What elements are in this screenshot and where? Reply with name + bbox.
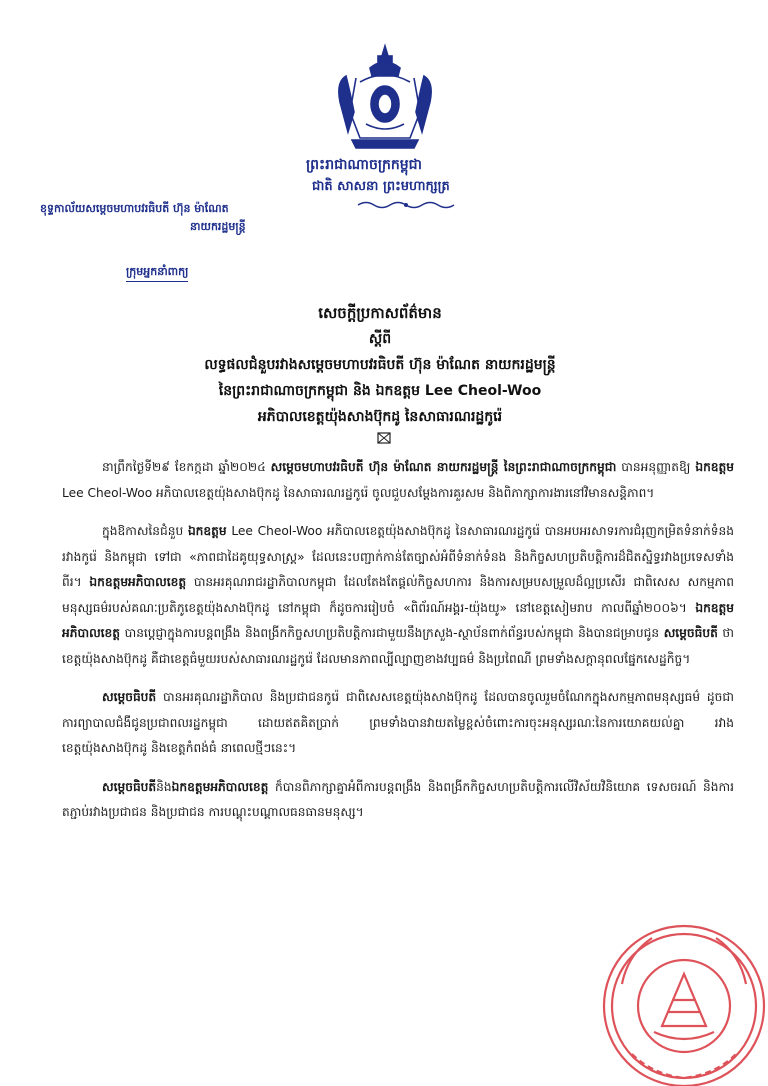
title-line-3: លទ្ធផលជំនួបរវាងសម្ដេចមហាបវរធិបតី ហ៊ុន ម៉ាណែត នាយករដ្ឋមន្ត្រី [204, 357, 556, 373]
title-line-4: នៃព្រះរាជាណាចក្រកម្ពុជា និង ឯកឧត្តម Lee Cheol-Woo [218, 383, 542, 399]
royal-emblem-icon [330, 42, 440, 152]
divider-ornament-icon [376, 432, 392, 444]
office-line-1: ខុទ្ទកាល័យសម្ដេចមហាបវរធិបតី ហ៊ុន ម៉ាណែត [40, 202, 229, 215]
national-motto: ជាតិ សាសនា ព្រះមហាក្សត្រ [312, 179, 450, 194]
official-seal-icon [592, 914, 768, 1086]
ornament-flourish-icon [356, 200, 456, 210]
title-line-1: សេចក្ដីប្រកាសព័ត៌មាន [318, 304, 442, 322]
paragraph-4: សម្ដេចធិបតីនិងឯកឧត្តមអភិបាលខេត្ត ក៏បានពិភាក្សាគ្នាអំពីការបន្តពង្រឹង និងពង្រីកកិច្ចសហប្រតិបត្តិការលើវិស័យវិនិយោគ ទេសចរណ៍ និងការតភ្ជាប់រវាងប្រជាជន និងប្រជាជន ការបណ្ដុះបណ្ដាលធនធានមនុស្ស។ [62, 779, 734, 819]
spokesperson-unit: ក្រុមអ្នកនាំពាក្យ [126, 265, 188, 282]
paragraph-3: សម្ដេចធិបតី បានអរគុណរដ្ឋាភិបាល និងប្រជាជនកូរ៉េ ជាពិសេសខេត្តយ៉ុងសាងប៊ុកដូ ដែលបានចូលរួមចំណែកក្នុងសកម្មភាពមនុស្សធម៌ ដូចជាការព្យាបាលជំងឺជូនប្រជាពលរដ្ឋកម្ពុជា ដោយឥតគិតប្រាក់ ព្រមទាំងបានវាយតម្លៃខ្ពស់ចំពោះការចុះអនុស្សរណៈនៃការយោគយល់គ្នា រវាងខេត្តយ៉ុងសាងប៊ុកដូ និងខេត្តកំពង់ធំ នាពេលថ្មីៗនេះ។ [62, 690, 735, 755]
kingdom-header [300, 154, 520, 210]
issuing-office [40, 200, 300, 236]
document-title [80, 300, 680, 430]
title-line-5: អភិបាលខេត្តយ៉ុងសាងប៊ុកដូ នៃសាធារណរដ្ឋកូរ៉េ [257, 409, 503, 425]
title-line-2: ស្ដីពី [368, 331, 392, 347]
office-line-2: នាយករដ្ឋមន្ត្រី [190, 220, 246, 233]
paragraph-2: ក្នុងឱកាសនៃជំនួប ឯកឧត្តម Lee Cheol-Woo អភិបាលខេត្តយ៉ុងសាងប៊ុកដូ នៃសាធារណរដ្ឋកូរ៉េ បានអបអរសាទរការជំរុញកម្រិតទំនាក់ទំនងរវាងកូរ៉េ និងកម្ពុជា ទៅជា «ភាពជាដៃគូយុទ្ធសាស្ត្រ» ដែលនេះបញ្ជាក់កាន់តែច្បាស់អំពីទំនាក់ទំនង និងកិច្ចសហប្រតិបត្តិការដ៏ជិតស្និទ្ធរវាងប្រទេសទាំងពីរ។ ឯកឧត្តមអភិបាលខេត្ត បានអរគុណរាជរដ្ឋាភិបាលកម្ពុជា ដែលតែងតែផ្ដល់កិច្ចសហការ និងការសម្របសម្រួលដ៏ល្អប្រសើរ ជាពិសេស សកម្មភាពមនុស្សធម៌របស់គណៈប្រតិភូខេត្តយ៉ុងសាងប៊ុកដូ នៅកម្ពុជា ក៏ដូចការរៀបចំ «ពិព័រណ៍អង្គរ-យ៉ុងយូ» នៅខេត្តសៀមរាប កាលពីឆ្នាំ២០០៦។ ឯកឧត្តមអភិបាលខេត្ត បានប្ដេជ្ញាក្នុងការបន្តពង្រឹង និងពង្រីកកិច្ចសហប្រតិបត្តិការជាមួយនឹងក្រសួង-ស្ថាប័នពាក់ព័ន្ធរបស់កម្ពុជា និងបានជម្រាបជូន សម្ដេចធិបតី ថា ខេត្តយ៉ុងសាងប៊ុកដូ គឺជាខេត្តធំមួយរបស់សាធារណរដ្ឋកូរ៉េ ដែលមានភាពល្បីល្បាញខាងវប្បធម៌ និងប្រពៃណី ព្រមទាំងសក្ដានុពលផ្នែកសេដ្ឋកិច្ច។ [62, 524, 735, 666]
document-body [62, 455, 734, 839]
paragraph-1: នាព្រឹកថ្ងៃទី២៩ ខែកក្កដា ឆ្នាំ២០២៤ សម្ដេចមហាបវរធិបតី ហ៊ុន ម៉ាណែត នាយករដ្ឋមន្ត្រី នៃព្រះរាជាណាចក្រកម្ពុជា បានអនុញ្ញាតឱ្យ ឯកឧត្តម Lee Cheol-Woo អភិបាលខេត្តយ៉ុងសាងប៊ុកដូ នៃសាធារណរដ្ឋកូរ៉េ ចូលជួបសម្ដែងការគួរសម និងពិភាក្សាការងារនៅវិមានសន្តិភាព។ [62, 460, 735, 500]
kingdom-name: ព្រះរាជាណាចក្រកម្ពុជា [306, 157, 423, 173]
